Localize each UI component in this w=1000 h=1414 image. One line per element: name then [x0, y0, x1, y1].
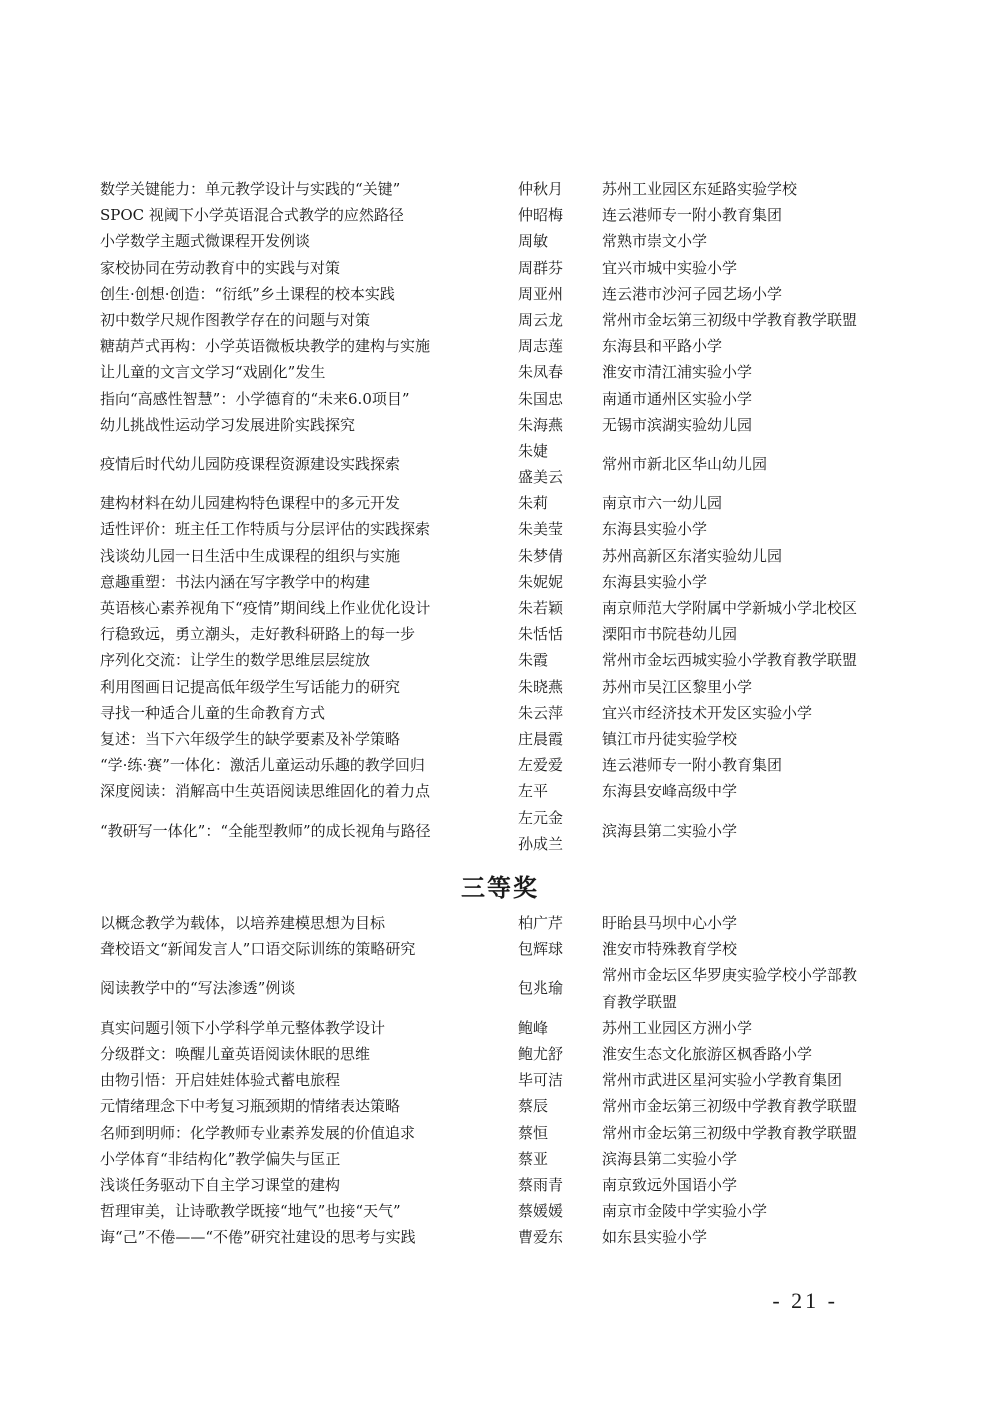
award-entry-row	[100, 621, 900, 647]
author-name: 曹爱东	[518, 1228, 564, 1247]
entry-author	[518, 307, 588, 333]
entry-title: 复述：当下六年级学生的缺学要素及补学策略	[100, 729, 401, 748]
entry-school	[602, 936, 902, 962]
school-name: 淮安市清江浦实验小学	[602, 363, 753, 382]
entry-author	[518, 1224, 588, 1250]
entry-author	[518, 176, 588, 202]
entry-title: 意趣重塑：书法内涵在写字教学中的构建	[100, 572, 371, 591]
award-entry-row	[100, 700, 900, 726]
entry-title: 元情绪理念下中考复习瓶颈期的情绪表达策略	[100, 1097, 401, 1116]
author-name: 柏广芹	[518, 914, 564, 932]
author-name: 左元金	[518, 808, 564, 827]
entry-school	[602, 805, 902, 857]
entry-author	[518, 962, 588, 1014]
award-entry-row	[100, 595, 900, 621]
award-entry-row	[100, 281, 900, 307]
entry-school	[602, 1120, 902, 1146]
award-entry-row	[100, 778, 900, 804]
school-name: 连云港师专一附小教育集团	[602, 756, 783, 775]
school-name: 南京致远外国语小学	[602, 1175, 738, 1194]
entry-author	[518, 1041, 588, 1067]
author-name: 毕可洁	[518, 1071, 564, 1090]
award-entry-row	[100, 1172, 900, 1198]
award-entry-row	[100, 412, 900, 438]
entry-school	[602, 674, 902, 700]
page-number: - 21 -	[772, 1288, 838, 1313]
entry-author	[518, 1015, 588, 1041]
school-name: 苏州工业园区东延路实验学校	[602, 180, 798, 198]
school-name: 连云港师专一附小教育集团	[602, 206, 783, 225]
entry-author	[518, 543, 588, 569]
entry-school	[602, 595, 902, 621]
award-entry-row	[100, 1015, 900, 1041]
entry-title: 名师到明师：化学教师专业素养发展的价值追求	[100, 1123, 416, 1142]
author-name: 孙成兰	[518, 834, 564, 853]
author-name: 朱晓燕	[518, 677, 564, 696]
entry-title: “教研写一体化”：“全能型教师”的成长视角与路径	[100, 821, 431, 840]
entry-author	[518, 255, 588, 281]
entry-school	[602, 1146, 902, 1172]
entry-school	[602, 621, 902, 647]
entry-title: 以概念教学为载体，以培养建模思想为目标	[100, 914, 386, 932]
entry-school	[602, 910, 902, 936]
entry-school	[602, 490, 902, 516]
entry-title: 哲理审美，让诗歌教学既接“地气”也接“天气”	[100, 1202, 401, 1221]
school-name: 宜兴市城中实验小学	[602, 258, 738, 277]
entry-author	[518, 1172, 588, 1198]
award-entry-row	[100, 359, 900, 385]
entry-author	[518, 726, 588, 752]
author-name: 蔡雨青	[518, 1175, 564, 1194]
award-entry-row	[100, 386, 900, 412]
award-list-second-prize-continued	[100, 176, 900, 857]
award-entry-row	[100, 962, 900, 1014]
entry-school	[602, 1067, 902, 1093]
entry-school	[602, 726, 902, 752]
entry-author	[518, 936, 588, 962]
entry-author	[518, 595, 588, 621]
entry-school	[602, 438, 902, 490]
school-name: 常熟市崇文小学	[602, 232, 708, 251]
entry-author	[518, 910, 588, 936]
entry-school	[602, 1172, 902, 1198]
entry-author	[518, 647, 588, 673]
author-name: 蔡亚	[518, 1149, 549, 1168]
entry-author	[518, 1198, 588, 1224]
school-name: 镇江市丹徒实验学校	[602, 729, 738, 748]
school-name: 常州市新北区华山幼儿园	[602, 454, 768, 473]
award-entry-row	[100, 805, 900, 857]
award-entry-row	[100, 1041, 900, 1067]
entry-title: 糖葫芦式再构：小学英语微板块教学的建构与实施	[100, 337, 431, 356]
award-entry-row	[100, 516, 900, 542]
school-name: 盱眙县马坝中心小学	[602, 914, 738, 932]
award-entry-row	[100, 752, 900, 778]
entry-title: SPOC 视阈下小学英语混合式教学的应然路径	[100, 206, 404, 225]
entry-title: 利用图画日记提高低年级学生写话能力的研究	[100, 677, 401, 696]
entry-school	[602, 1224, 902, 1250]
entry-school	[602, 307, 902, 333]
entry-school	[602, 386, 902, 412]
award-entry-row	[100, 438, 900, 490]
entry-author	[518, 1120, 588, 1146]
entry-title: 幼儿挑战性运动学习发展进阶实践探究	[100, 415, 356, 434]
entry-title: 指向“高感性智慧”：小学德育的“未来6.0项目”	[100, 389, 410, 408]
entry-title: 初中数学尺规作图教学存在的问题与对策	[100, 310, 371, 329]
entry-title: 阅读教学中的“写法渗透”例谈	[100, 979, 296, 998]
school-name: 常州市金坛第三初级中学教育教学联盟	[602, 1097, 858, 1116]
award-entry-row	[100, 307, 900, 333]
award-entry-row	[100, 910, 900, 936]
entry-author	[518, 674, 588, 700]
school-name: 东海县和平路小学	[602, 337, 723, 356]
school-name: 东海县实验小学	[602, 572, 708, 591]
author-name: 朱霞	[518, 651, 549, 670]
entry-title: 浅谈幼儿园一日生活中生成课程的组织与实施	[100, 546, 401, 565]
entry-author	[518, 1067, 588, 1093]
school-name: 滨海县第二实验小学	[602, 1149, 738, 1168]
entry-title: 真实问题引领下小学科学单元整体教学设计	[100, 1018, 386, 1037]
entry-school	[602, 543, 902, 569]
entry-school	[602, 281, 902, 307]
author-name: 周群芬	[518, 258, 564, 277]
award-entry-row	[100, 1120, 900, 1146]
school-name: 常州市金坛第三初级中学教育教学联盟	[602, 1123, 858, 1142]
entry-school	[602, 962, 902, 1014]
school-name: 常州市金坛西城实验小学教育教学联盟	[602, 651, 858, 670]
author-name: 朱梦倩	[518, 546, 564, 565]
entry-author	[518, 516, 588, 542]
author-name: 朱妮妮	[518, 572, 564, 591]
author-name: 鲍峰	[518, 1018, 549, 1037]
entry-author	[518, 621, 588, 647]
entry-title: 由物引悟：开启娃娃体验式蓄电旅程	[100, 1071, 341, 1090]
author-name: 包兆瑜	[518, 979, 564, 998]
entry-school	[602, 569, 902, 595]
author-name: 朱云萍	[518, 703, 564, 722]
award-entry-row	[100, 176, 900, 202]
author-name: 朱婕	[518, 441, 549, 460]
entry-title: “学·练·赛”一体化：激活儿童运动乐趣的教学回归	[100, 756, 425, 775]
author-name: 仲昭梅	[518, 206, 564, 225]
entry-title: 疫情后时代幼儿园防疫课程资源建设实践探索	[100, 454, 401, 473]
entry-author	[518, 333, 588, 359]
entry-author	[518, 202, 588, 228]
author-name: 盛美云	[518, 468, 564, 487]
entry-title: 英语核心素养视角下“疫情”期间线上作业优化设计	[100, 599, 431, 618]
award-entry-row	[100, 1198, 900, 1224]
award-entry-row	[100, 333, 900, 359]
school-name: 常州市武进区星河实验小学教育集团	[602, 1071, 843, 1090]
entry-author	[518, 359, 588, 385]
school-name: 育教学联盟	[602, 992, 678, 1011]
award-entry-row	[100, 674, 900, 700]
entry-school	[602, 647, 902, 673]
entry-author	[518, 700, 588, 726]
school-name: 东海县实验小学	[602, 520, 708, 539]
school-name: 滨海县第二实验小学	[602, 821, 738, 840]
entry-school	[602, 359, 902, 385]
entry-school	[602, 255, 902, 281]
author-name: 包辉球	[518, 940, 564, 959]
entry-school	[602, 1198, 902, 1224]
entry-school	[602, 1041, 902, 1067]
author-name: 朱莉	[518, 494, 549, 513]
award-list-third-prize	[100, 910, 900, 1250]
school-name: 南京市金陵中学实验小学	[602, 1202, 768, 1221]
entry-author	[518, 1146, 588, 1172]
entry-author	[518, 805, 588, 857]
entry-author	[518, 1093, 588, 1119]
award-entry-row	[100, 1224, 900, 1250]
school-name: 宜兴市经济技术开发区实验小学	[602, 703, 813, 722]
author-name: 朱恬恬	[518, 625, 564, 644]
entry-title: 浅谈任务驱动下自主学习课堂的建构	[100, 1175, 341, 1194]
entry-author	[518, 386, 588, 412]
entry-author	[518, 281, 588, 307]
school-name: 无锡市滨湖实验幼儿园	[602, 415, 753, 434]
award-entry-row	[100, 936, 900, 962]
author-name: 周亚州	[518, 284, 564, 303]
entry-title: 深度阅读：消解高中生英语阅读思维固化的着力点	[100, 782, 431, 801]
author-name: 朱美莹	[518, 520, 564, 539]
entry-title: 诲“己”不倦——“不倦”研究社建设的思考与实践	[100, 1228, 416, 1247]
entry-author	[518, 752, 588, 778]
entry-author	[518, 778, 588, 804]
entry-school	[602, 1015, 902, 1041]
award-entry-row	[100, 1067, 900, 1093]
school-name: 苏州工业园区方洲小学	[602, 1018, 753, 1037]
entry-school	[602, 1093, 902, 1119]
author-name: 朱国忠	[518, 389, 564, 408]
award-entry-row	[100, 1146, 900, 1172]
entry-author	[518, 438, 588, 490]
entry-school	[602, 202, 902, 228]
author-name: 蔡媛媛	[518, 1202, 564, 1221]
entry-school	[602, 176, 902, 202]
author-name: 蔡恒	[518, 1123, 549, 1142]
award-entry-row	[100, 490, 900, 516]
author-name: 朱海燕	[518, 415, 564, 434]
entry-school	[602, 700, 902, 726]
award-entry-row	[100, 255, 900, 281]
author-name: 周云龙	[518, 310, 564, 329]
entry-school	[602, 412, 902, 438]
school-name: 南京市六一幼儿园	[602, 494, 723, 513]
school-name: 连云港市沙河子园艺场小学	[602, 284, 783, 303]
author-name: 庄晨霞	[518, 729, 564, 748]
author-name: 仲秋月	[518, 180, 564, 198]
entry-title: 适性评价：班主任工作特质与分层评估的实践探索	[100, 520, 431, 539]
entry-author	[518, 569, 588, 595]
school-name: 苏州高新区东渚实验幼儿园	[602, 546, 783, 565]
entry-school	[602, 333, 902, 359]
entry-author	[518, 412, 588, 438]
award-entry-row	[100, 228, 900, 254]
school-name: 苏州市吴江区黎里小学	[602, 677, 753, 696]
entry-author	[518, 228, 588, 254]
award-entry-row	[100, 647, 900, 673]
entry-school	[602, 752, 902, 778]
entry-title: 寻找一种适合儿童的生命教育方式	[100, 703, 326, 722]
author-name: 周敏	[518, 232, 549, 251]
author-name: 蔡辰	[518, 1097, 549, 1116]
section-heading-third-prize: 三等奖	[461, 874, 539, 902]
entry-title: 家校协同在劳动教育中的实践与对策	[100, 258, 341, 277]
school-name: 东海县安峰高级中学	[602, 782, 738, 801]
author-name: 周志莲	[518, 337, 564, 356]
entry-title: 小学体育“非结构化”教学偏失与匡正	[100, 1149, 341, 1168]
entry-school	[602, 778, 902, 804]
award-entry-row	[100, 569, 900, 595]
school-name: 南通市通州区实验小学	[602, 389, 753, 408]
school-name: 淮安生态文化旅游区枫香路小学	[602, 1044, 813, 1063]
entry-school	[602, 228, 902, 254]
author-name: 左平	[518, 782, 549, 801]
entry-title: 聋校语文“新闻发言人”口语交际训练的策略研究	[100, 940, 416, 959]
entry-school	[602, 516, 902, 542]
entry-author	[518, 490, 588, 516]
author-name: 鲍尤舒	[518, 1044, 564, 1063]
entry-title: 让儿童的文言文学习“戏剧化”发生	[100, 363, 326, 382]
author-name: 朱若颖	[518, 599, 564, 618]
school-name: 如东县实验小学	[602, 1228, 708, 1247]
school-name: 淮安市特殊教育学校	[602, 940, 738, 959]
school-name: 常州市金坛第三初级中学教育教学联盟	[602, 310, 858, 329]
award-entry-row	[100, 726, 900, 752]
school-name: 常州市金坛区华罗庚实验学校小学部教	[602, 966, 858, 985]
award-entry-row	[100, 1093, 900, 1119]
entry-title: 分级群文：唤醒儿童英语阅读休眠的思维	[100, 1044, 371, 1063]
entry-title: 创生·创想·创造：“衍纸”乡土课程的校本实践	[100, 284, 395, 303]
entry-title: 行稳致远，勇立潮头，走好教科研路上的每一步	[100, 625, 416, 644]
author-name: 左爱爱	[518, 756, 564, 775]
entry-title: 序列化交流：让学生的数学思维层层绽放	[100, 651, 371, 670]
entry-title: 小学数学主题式微课程开发例谈	[100, 232, 311, 251]
award-entry-row	[100, 543, 900, 569]
school-name: 南京师范大学附属中学新城小学北校区	[602, 599, 858, 618]
entry-title: 数学关键能力：单元教学设计与实践的“关键”	[100, 180, 401, 198]
entry-title: 建构材料在幼儿园建构特色课程中的多元开发	[100, 494, 401, 513]
author-name: 朱凤春	[518, 363, 564, 382]
school-name: 溧阳市书院巷幼儿园	[602, 625, 738, 644]
award-entry-row	[100, 202, 900, 228]
